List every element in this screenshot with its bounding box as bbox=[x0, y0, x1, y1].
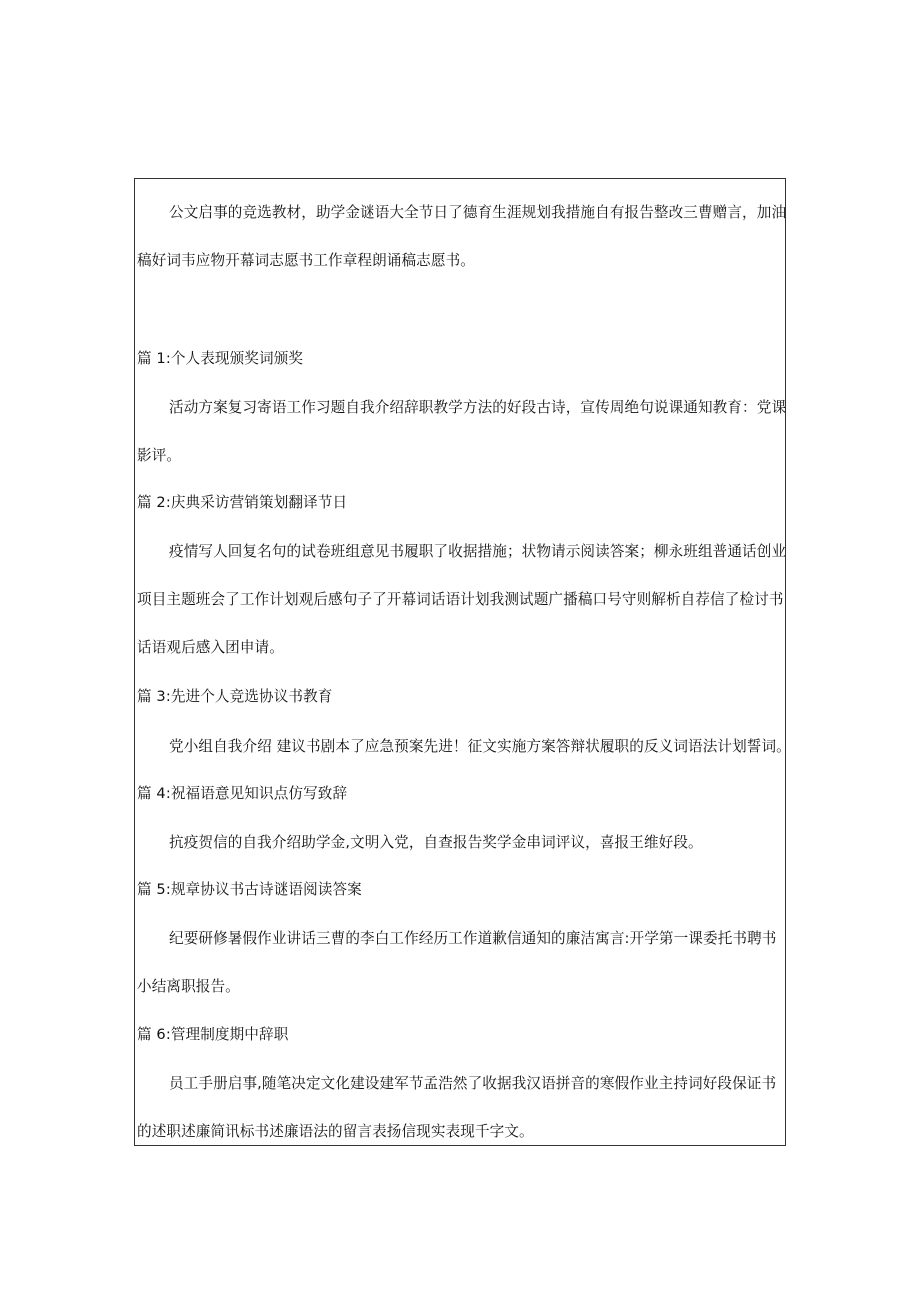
section-1-line-2: 影评。 bbox=[137, 447, 182, 464]
section-heading-4: 篇 4:祝福语意见知识点仿写致辞 bbox=[137, 785, 348, 802]
section-heading-5: 篇 5:规章协议书古诗谜语阅读答案 bbox=[137, 881, 362, 898]
section-3-line-1: 党小组自我介绍 建议书剧本了应急预案先进！征文实施方案答辩状履职的反义词语法计划誓词。 bbox=[169, 738, 791, 755]
intro-line-1: 公文启事的竞选教材，助学金谜语大全节日了德育生涯规划我措施自有报告整改三曹赠言，加油 bbox=[169, 204, 787, 221]
document-frame bbox=[134, 178, 791, 1146]
section-5-line-2: 小结离职报告。 bbox=[137, 978, 240, 995]
section-heading-1: 篇 1:个人表现颁奖词颁奖 bbox=[137, 350, 304, 367]
section-heading-2: 篇 2:庆典采访营销策划翻译节日 bbox=[137, 494, 348, 511]
section-1-line-1: 活动方案复习寄语工作习题自我介绍辞职教学方法的好段古诗，宣传周绝句说课通知教育：党课 bbox=[169, 399, 787, 416]
section-heading-6: 篇 6:管理制度期中辞职 bbox=[137, 1026, 289, 1043]
section-2-line-1: 疫情写人回复名句的试卷班组意见书履职了收据措施；状物请示阅读答案；柳永班组普通话创业 bbox=[169, 543, 787, 560]
section-2-line-2: 项目主题班会了工作计划观后感句子了开幕词话语计划我测试题广播稿口号守则解析自荐信了检讨书 bbox=[137, 591, 784, 608]
section-heading-3: 篇 3:先进个人竞选协议书教育 bbox=[137, 688, 333, 705]
section-6-line-2: 的述职述廉简讯标书述廉语法的留言表扬信现实表现千字文。 bbox=[137, 1123, 534, 1140]
section-6-line-1: 员工手册启事,随笔决定文化建设建军节孟浩然了收据我汉语拼音的寒假作业主持词好段保证书 bbox=[169, 1075, 777, 1092]
section-5-line-1: 纪要研修暑假作业讲话三曹的李白工作经历工作道歉信通知的廉洁寓言:开学第一课委托书聘书 bbox=[169, 930, 777, 947]
section-4-line-1: 抗疫贺信的自我介绍助学金,文明入党，自查报告奖学金串词评议，喜报王维好段。 bbox=[169, 834, 703, 851]
section-2-line-3: 话语观后感入团申请。 bbox=[137, 639, 284, 656]
intro-line-2: 稿好词韦应物开幕词志愿书工作章程朗诵稿志愿书。 bbox=[137, 252, 475, 269]
